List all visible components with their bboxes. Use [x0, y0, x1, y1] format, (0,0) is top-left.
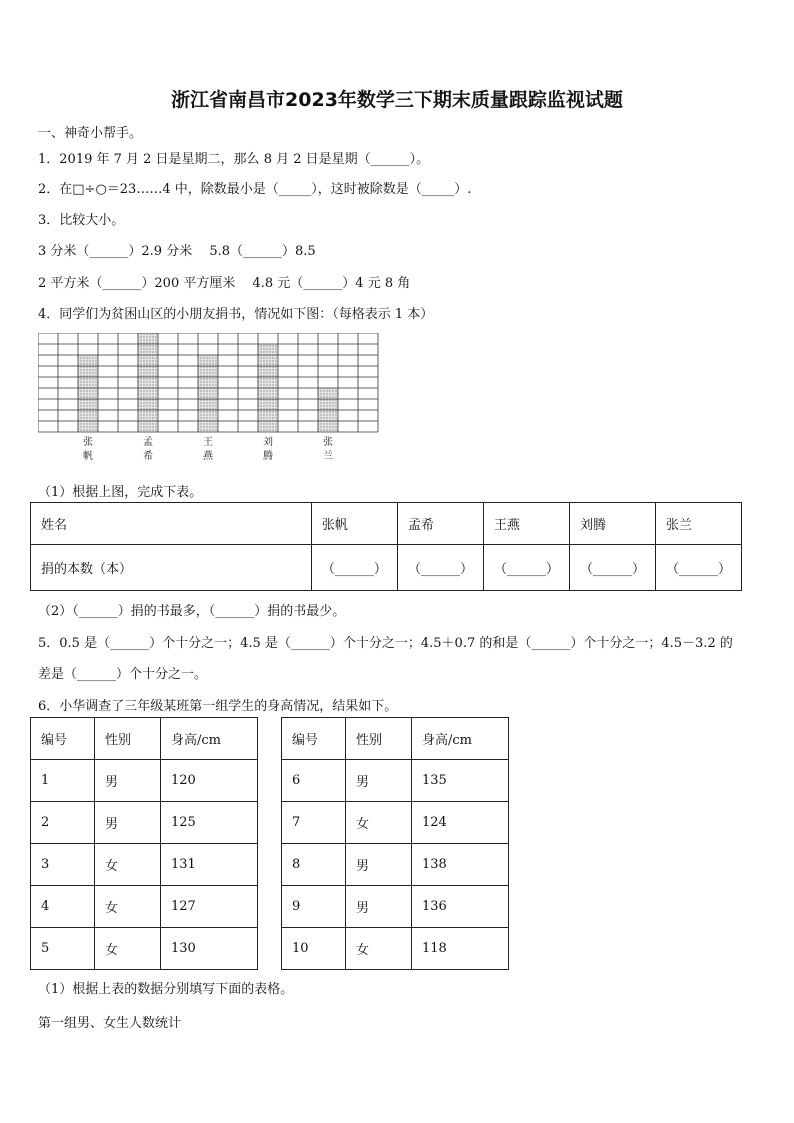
answer-blank[interactable]: （______）: [397, 545, 483, 591]
table-cell: 2: [31, 802, 95, 844]
table-cell: 125: [161, 802, 258, 844]
table-row: [31, 802, 258, 844]
section-heading: 一、神奇小帮手。: [38, 126, 143, 141]
table-cell: 男: [346, 844, 412, 886]
question-2: 2．在□÷○＝23……4 中，除数最小是（_____），这时被除数是（_____）.: [38, 182, 472, 197]
table-cell: 118: [412, 928, 509, 970]
chart-category-label: 孟: [143, 437, 153, 448]
table-cell: 9: [282, 886, 346, 928]
table-cell: 女: [95, 928, 161, 970]
chart-category-label: 王: [203, 437, 213, 448]
question-6: 6．小华调查了三年级某班第一组学生的身高情况，结果如下。: [38, 699, 398, 714]
table-cell: 131: [161, 844, 258, 886]
table-row: [282, 928, 509, 970]
table-header-cell: 身高/cm: [161, 718, 258, 760]
question-1: 1．2019 年 7 月 2 日是星期二，那么 8 月 2 日是星期（______）。: [38, 152, 430, 167]
question-4-sub-1: （1）根据上图，完成下表。: [38, 485, 203, 500]
table-cell: 男: [95, 760, 161, 802]
table-cell: 127: [161, 886, 258, 928]
chart-bar: [198, 355, 218, 432]
table-row: [282, 802, 509, 844]
chart-category-label: 兰: [323, 451, 333, 462]
table-cell: 男: [346, 886, 412, 928]
table-cell: 120: [161, 760, 258, 802]
page-title: 浙江省南昌市2023年数学三下期末质量跟踪监视试题: [171, 89, 623, 111]
table-cell: 男: [346, 760, 412, 802]
table-cell: 130: [161, 928, 258, 970]
table-cell: 4: [31, 886, 95, 928]
chart-category-label: 张: [83, 437, 93, 448]
chart-category-label: 张: [323, 437, 333, 448]
table-row: [31, 928, 258, 970]
table-header-cell: 编号: [31, 718, 95, 760]
table-row: [282, 718, 509, 760]
answer-blank[interactable]: （______）: [311, 545, 397, 591]
table-cell: 男: [95, 802, 161, 844]
question-3-line-1: 3 分米（______）2.9 分米 5.8（______）8.5: [38, 244, 316, 259]
table-cell: 8: [282, 844, 346, 886]
answer-blank[interactable]: （______）: [569, 545, 655, 591]
chart-category-label: 帆: [83, 451, 93, 462]
table-cell: 135: [412, 760, 509, 802]
table-caption: 第一组男、女生人数统计: [38, 1016, 182, 1031]
table-cell: 7: [282, 802, 346, 844]
table-header-cell: 刘腾: [569, 503, 655, 545]
question-4-sub-2: （2）（______）捐的书最多，（______）捐的书最少。: [38, 604, 346, 619]
table-cell: 10: [282, 928, 346, 970]
table-row: [282, 844, 509, 886]
table-row: [31, 503, 742, 545]
question-4: 4．同学们为贫困山区的小朋友捐书，情况如下图：（每格表示 1 本）: [38, 307, 434, 322]
table-row-label: 捐的本数（本）: [31, 545, 312, 591]
table-cell: 138: [412, 844, 509, 886]
table-header-cell: 王燕: [483, 503, 569, 545]
table-header-cell: 孟希: [397, 503, 483, 545]
chart-category-label: 燕: [203, 451, 213, 462]
table-row: [31, 886, 258, 928]
table-header-cell: 姓名: [31, 503, 312, 545]
table-cell: 136: [412, 886, 509, 928]
table-row: [282, 760, 509, 802]
chart-bar: [138, 333, 158, 432]
table-cell: 5: [31, 928, 95, 970]
chart-category-label: 腾: [263, 451, 273, 462]
question-5-line-1: 5．0.5 是（______）个十分之一；4.5 是（______）个十分之一；4.5＋0.7 的和是（______）个十分之一；4.5－3.2 的: [38, 636, 733, 651]
table-row: [31, 718, 258, 760]
table-header-cell: 张帆: [311, 503, 397, 545]
table-cell: 1: [31, 760, 95, 802]
table-cell: 女: [95, 844, 161, 886]
table-row: [31, 545, 742, 591]
table-cell: 3: [31, 844, 95, 886]
table-header-cell: 性别: [346, 718, 412, 760]
book-donation-bar-chart: [38, 333, 383, 467]
table-cell: 女: [95, 886, 161, 928]
chart-category-label: 希: [143, 451, 153, 462]
question-3: 3．比较大小。: [38, 213, 125, 228]
table-cell: 女: [346, 802, 412, 844]
donation-table: [30, 502, 742, 591]
chart-category-label: 刘: [263, 437, 273, 448]
answer-blank[interactable]: （______）: [483, 545, 569, 591]
table-header-cell: 性别: [95, 718, 161, 760]
table-row: [31, 844, 258, 886]
question-3-line-2: 2 平方米（______）200 平方厘米 4.8 元（______）4 元 8 角: [38, 276, 411, 291]
table-header-cell: 张兰: [655, 503, 741, 545]
height-table-right: [281, 717, 509, 970]
table-header-cell: 编号: [282, 718, 346, 760]
table-row: [282, 886, 509, 928]
question-6-sub-1: （1）根据上表的数据分别填写下面的表格。: [38, 982, 294, 997]
chart-bar: [78, 355, 98, 432]
table-cell: 124: [412, 802, 509, 844]
table-cell: 6: [282, 760, 346, 802]
answer-blank[interactable]: （______）: [655, 545, 741, 591]
height-table-left: [30, 717, 258, 970]
table-header-cell: 身高/cm: [412, 718, 509, 760]
table-row: [31, 760, 258, 802]
table-cell: 女: [346, 928, 412, 970]
question-5-line-2: 差是（______）个十分之一。: [38, 667, 208, 682]
